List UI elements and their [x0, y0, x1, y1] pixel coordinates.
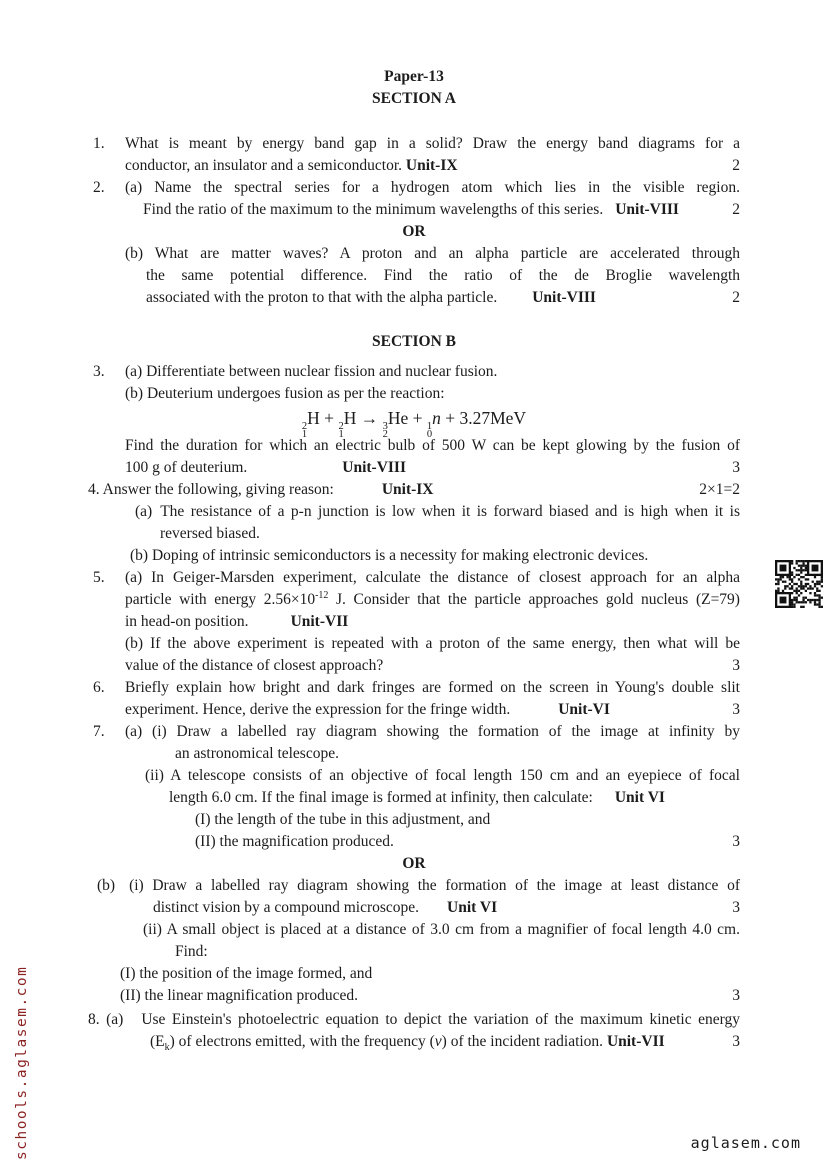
marks-value: 2 — [732, 201, 740, 218]
marks-value: 2 — [732, 157, 740, 174]
document-line: Find: — [175, 943, 208, 960]
question-number: 2. — [93, 179, 105, 196]
document-line: 3 (II) the linear magnification produced. — [88, 985, 740, 1007]
document-line: (a) The resistance of a p-n junction is low when it is forward biased and is high when it is — [135, 503, 740, 520]
qr-code — [775, 560, 823, 608]
document-line: (b) (i) Draw a labelled ray diagram showing the formation of the image at least distance of — [97, 877, 740, 894]
document-line: (b) If the above experiment is repeated with a proton of the same energy, then what will be — [125, 635, 740, 652]
document-line: 2. (a) Name the spectral series for a hydrogen atom which lies in the visible region. — [88, 177, 740, 199]
document-line: particle with energy $2.56\times 10^{-12}$ J. Consider that the particle approaches gold nucleus (Z=79) — [125, 589, 740, 608]
question-number: 1. — [93, 135, 105, 152]
document-line: Find the duration for which an electric bulb of 500 W can be kept glowing by the fusion of — [125, 437, 740, 454]
document-line: 5. (a) In Geiger-Marsden experiment, calculate the distance of closest approach for an alpha — [88, 567, 740, 589]
or-separator: OR — [402, 223, 426, 240]
document-line: the same potential difference. Find the ratio of the de Broglie wavelength — [146, 267, 740, 284]
document-line: 7. (a) (i) Draw a labelled ray diagram showing the formation of the image at infinity by — [88, 721, 740, 743]
fusion-reaction-formula: 2 1 H + 2 1 H → 3 2 He + 1 0 n + 3.27MeV — [301, 408, 527, 440]
document-line: 3 value of the distance of closest approach? — [88, 655, 740, 677]
watermark-bottom-right: aglasem.com — [690, 1134, 801, 1152]
document-body — [88, 66, 740, 1053]
marks-value: 3 — [732, 657, 740, 674]
document-line: 2 Find the ratio of the maximum to the minimum wavelengths of this series. Unit-VIII — [88, 199, 740, 221]
document-line: (I) the position of the image formed, and — [120, 965, 373, 982]
document-line: (b) Doping of intrinsic semiconductors is a necessity for making electronic devices. — [130, 547, 649, 564]
document-line: (ii) A telescope consists of an objective of focal length 150 cm and an eyepiece of focal — [145, 767, 740, 784]
document-line: an astronomical telescope. — [175, 745, 339, 762]
document-line: in head-on position. Unit-VII — [125, 613, 349, 630]
document-line: 2 associated with the proton to that with the alpha particle. Unit-VIII — [88, 287, 740, 309]
marks-value: 2×1=2 — [699, 481, 740, 498]
document-line: 8. (a) Use Einstein's photoelectric equation to depict the variation of the maximum kinetic energy — [88, 1011, 741, 1028]
document-line: 3. (a) Differentiate between nuclear fission and nuclear fusion. — [88, 361, 740, 383]
marks-value: 3 — [732, 833, 740, 850]
marks-value: 3 — [732, 987, 740, 1004]
document-line: 1. What is meant by energy band gap in a solid? Draw the energy band diagrams for a — [88, 133, 740, 155]
watermark-left-vertical: schools.aglasem.com — [14, 965, 30, 1160]
question-number: 7. — [93, 723, 105, 740]
document-line: length 6.0 cm. If the final image is formed at infinity, then calculate: Unit VI — [169, 789, 665, 806]
marks-value: 3 — [732, 701, 740, 718]
document-line: (b) Deuterium undergoes fusion as per the reaction: — [125, 385, 445, 402]
document-line: 2×1=2 4. Answer the following, giving reason: Unit-IX — [88, 479, 740, 501]
document-line: reversed biased. — [160, 525, 260, 542]
question-number: 5. — [93, 569, 105, 586]
document-line: (b) What are matter waves? A proton and an alpha particle are accelerated through — [125, 245, 740, 262]
document-line: (I) the length of the tube in this adjustment, and — [195, 811, 491, 828]
question-number: 6. — [93, 679, 105, 696]
document-line: 3 (II) the magnification produced. — [88, 831, 740, 853]
paper-title: Paper-13 — [384, 68, 444, 85]
section-a-heading: SECTION A — [372, 90, 456, 107]
document-line: 3 $(E_k)$ of electrons emitted, with the frequency (v) of the incident radiation. Unit-VII — [150, 1033, 740, 1054]
document-line: 3 experiment. Hence, derive the expression for the fringe width. Unit-VI — [88, 699, 740, 721]
document-line: 2 conductor, an insulator and a semiconductor. Unit-IX — [88, 155, 740, 177]
marks-value: 3 — [732, 459, 740, 476]
marks-value: 3 — [732, 899, 740, 916]
document-line: 3 distinct vision by a compound microscope. Unit VI — [88, 897, 740, 919]
document-line: 6. Briefly explain how bright and dark fringes are formed on the screen in Young's double slit — [88, 677, 740, 699]
marks-value: 2 — [732, 289, 740, 306]
or-separator: OR — [402, 855, 426, 872]
question-number: 3. — [93, 363, 105, 380]
marks-value: 3 — [732, 1033, 740, 1050]
document-line: (ii) A small object is placed at a distance of 3.0 cm from a magnifier of focal length 4.0 cm. — [143, 921, 740, 938]
document-line: 3 100 g of deuterium. Unit-VIII — [88, 457, 740, 479]
section-b-heading: SECTION B — [372, 333, 456, 350]
